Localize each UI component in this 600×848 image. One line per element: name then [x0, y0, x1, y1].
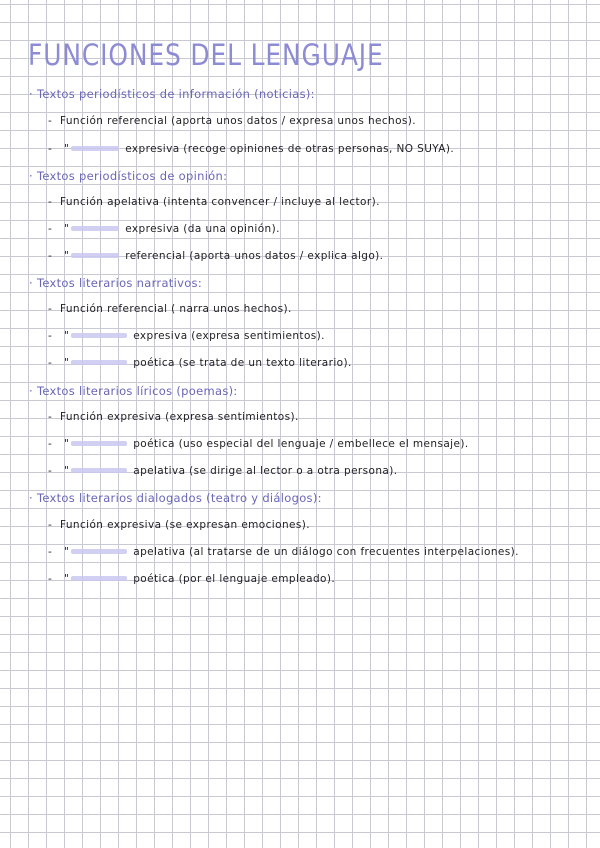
bullet-icon: ·	[29, 87, 33, 101]
section-heading-text: Textos literarios dialogados (teatro y diálogos):	[36, 491, 322, 505]
list-item	[48, 223, 280, 235]
section-heading-text: Textos periodísticos de opinión:	[36, 169, 228, 183]
list-item	[48, 438, 469, 450]
list-item-text: Función expresiva (expresa sentimientos).	[60, 411, 299, 423]
list-item-text: poética (se trata de un texto literario).	[133, 357, 352, 369]
ditto-mark-icon: "	[64, 330, 70, 342]
list-item	[48, 303, 292, 315]
dash-icon: -	[48, 546, 53, 558]
page-title: FUNCIONES DEL LENGUAJE	[28, 38, 384, 72]
ditto-mark-icon: "	[64, 573, 70, 585]
list-item-text: poética (por el lenguaje empleado).	[133, 573, 336, 585]
dash-icon: -	[48, 223, 53, 235]
dash-icon: -	[48, 143, 53, 155]
section-heading-text: Textos literarios líricos (poemas):	[36, 384, 238, 398]
list-item	[48, 250, 383, 262]
bullet-icon: ·	[29, 384, 33, 398]
highlight-mark	[71, 549, 127, 554]
highlight-mark	[71, 333, 127, 338]
list-item-text: Función apelativa (intenta convencer / incluye al lector).	[60, 196, 380, 208]
list-item	[48, 546, 519, 558]
list-item	[48, 465, 397, 477]
section-heading-literarios-dialogados	[29, 491, 322, 505]
list-item-text: expresiva (recoge opiniones de otras personas, NO SUYA).	[125, 143, 455, 155]
dash-icon: -	[48, 250, 53, 262]
dash-icon: -	[48, 438, 53, 450]
highlight-mark	[71, 468, 127, 473]
list-item	[48, 411, 299, 423]
highlight-mark	[71, 253, 119, 258]
section-heading-literarios-narrativos	[29, 276, 202, 290]
dash-icon: -	[48, 196, 53, 208]
section-heading-periodisticos-opinion	[29, 169, 227, 183]
list-item	[48, 519, 310, 531]
ditto-mark-icon: "	[64, 438, 70, 450]
list-item-text: expresiva (da una opinión).	[125, 223, 280, 235]
list-item	[48, 573, 335, 585]
section-heading-text: Textos literarios narrativos:	[36, 276, 203, 290]
bullet-icon: ·	[29, 169, 33, 183]
list-item	[48, 330, 325, 342]
ditto-mark-icon: "	[64, 546, 70, 558]
bullet-icon: ·	[29, 491, 33, 505]
ditto-mark-icon: "	[64, 465, 70, 477]
bullet-icon: ·	[29, 276, 33, 290]
ditto-mark-icon: "	[64, 250, 70, 262]
list-item-text: Función referencial (aporta unos datos / expresa unos hechos).	[60, 115, 417, 127]
dash-icon: -	[48, 519, 53, 531]
highlight-mark	[71, 441, 127, 446]
ditto-mark-icon: "	[64, 143, 70, 155]
highlight-mark	[71, 226, 119, 231]
dash-icon: -	[48, 465, 53, 477]
dash-icon: -	[48, 411, 53, 423]
list-item-text: referencial (aporta unos datos / explica algo).	[125, 250, 384, 262]
highlight-mark	[71, 576, 127, 581]
section-heading-periodisticos-informacion	[29, 87, 315, 101]
dash-icon: -	[48, 573, 53, 585]
ditto-mark-icon: "	[64, 223, 70, 235]
list-item	[48, 143, 454, 155]
highlight-mark	[71, 146, 119, 151]
list-item-text: expresiva (expresa sentimientos).	[133, 330, 325, 342]
list-item-text: poética (uso especial del lenguaje / embellece el mensaje).	[133, 438, 469, 450]
dash-icon: -	[48, 115, 53, 127]
section-heading-literarios-liricos	[29, 384, 238, 398]
ditto-mark-icon: "	[64, 357, 70, 369]
dash-icon: -	[48, 330, 53, 342]
dash-icon: -	[48, 357, 53, 369]
dash-icon: -	[48, 303, 53, 315]
list-item	[48, 196, 380, 208]
list-item-text: apelativa (al tratarse de un diálogo con frecuentes interpelaciones).	[133, 546, 519, 558]
list-item-text: Función referencial ( narra unos hechos).	[60, 303, 292, 315]
section-heading-text: Textos periodísticos de información (noticias):	[36, 87, 315, 101]
list-item-text: Función expresiva (se expresan emociones).	[60, 519, 310, 531]
highlight-mark	[71, 360, 127, 365]
list-item-text: apelativa (se dirige al lector o a otra persona).	[133, 465, 398, 477]
list-item	[48, 357, 352, 369]
list-item	[48, 115, 416, 127]
